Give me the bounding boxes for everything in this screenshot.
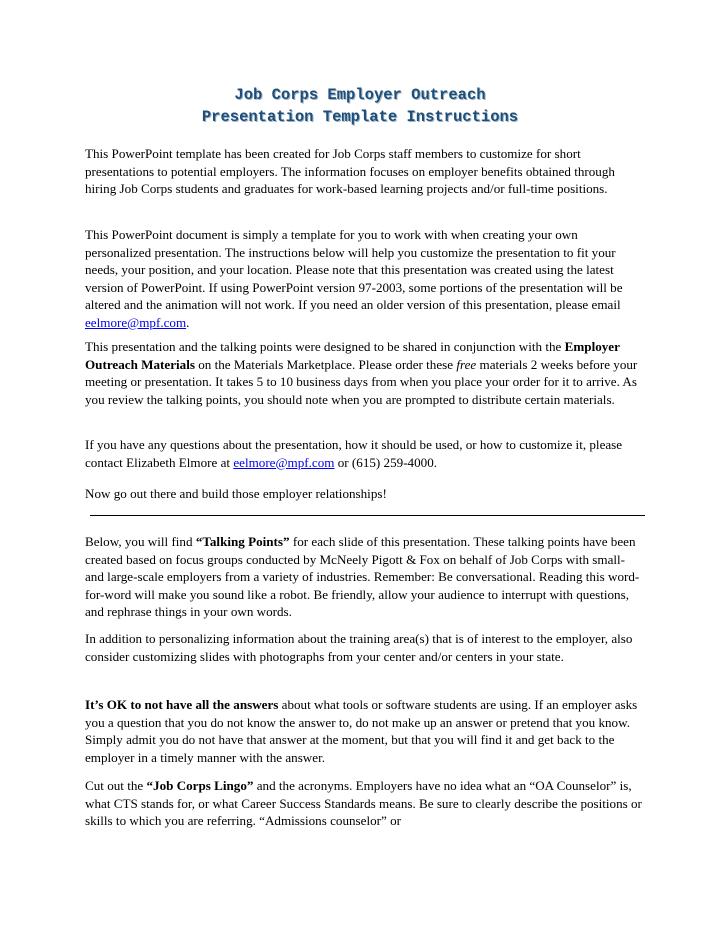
materials-text-start: This presentation and the talking points were designed to be shared in conjunction with the: [85, 339, 565, 354]
contact-paragraph: [85, 436, 645, 471]
contact-text-start: If you have any questions about the presentation, how it should be used, or how to customize it, please contact Elizabeth Elmore at: [85, 437, 623, 470]
talking-points-bold: “Talking Points”: [195, 534, 290, 549]
closing-paragraph: [85, 485, 645, 503]
answers-text: about what tools or software students are using. If an employer asks you a question that you do not know the answer to, do not make up an answer or pretend that you know. Simply admit you do not have that answer at the moment, but that you will find it and get back to the employer in a timely manner with the answer.: [85, 697, 638, 765]
materials-text-end: materials 2 weeks before your meeting or presentation. It takes 5 to 10 business days from when you place your order for it to arrive. As you review the talking points, you should note when you are prompted to distribute certain materials.: [85, 356, 638, 407]
talking-points-paragraph: [85, 533, 645, 621]
document-title: [0, 84, 720, 128]
materials-italic: free: [456, 356, 477, 372]
lingo-text-end: and the acronyms. Employers have no idea what an “OA Counselor” is, what CTS stands for, or what Career Success Standards means. Be sure to clearly describe the positions or skills to which you are referring. “Admissions counselor” or: [85, 778, 642, 829]
lingo-bold: “Job Corps Lingo”: [146, 778, 254, 793]
answers-paragraph: [85, 696, 645, 766]
email-link-1[interactable]: eelmore@mpf.com: [85, 314, 187, 330]
materials-bold: Employer Outreach Materials: [85, 339, 620, 372]
talking-points-start: Below, you will find: [85, 534, 196, 549]
closing-text: Now go out there and build those employer relationships!: [85, 486, 387, 501]
lingo-text-start: Cut out the: [85, 778, 147, 793]
email-link-2[interactable]: eelmore@mpf.com: [233, 454, 335, 470]
horizontal-divider: [90, 515, 645, 516]
lingo-paragraph: [85, 777, 645, 830]
title-line-1: Job Corps Employer Outreach: [234, 86, 486, 104]
template-text: This PowerPoint document is simply a template for you to work with when creating your own personalized presentation. The instructions below will help you customize the presentation to fit your needs, your position, and your location. Please note that this presentation was created using the latest version of PowerPoint. If using PowerPoint version 97-2003, some portions of the presentation will be altered and the animation will not work. If you need an older version of this presentation, please email: [85, 227, 623, 313]
template-paragraph: [85, 226, 645, 332]
intro-paragraph: [85, 145, 645, 198]
template-end: .: [186, 314, 190, 330]
materials-paragraph: [85, 338, 645, 408]
intro-text: This PowerPoint template has been created for Job Corps staff members to customize for short presentations to potential employers. The information focuses on employer benefits obtained through hiring Job Corps students and graduates for work-based learning projects and/or full-time positions.: [85, 146, 615, 197]
contact-text-end: or (615) 259-4000.: [334, 454, 438, 470]
materials-text-mid: on the Materials Marketplace. Please order these: [194, 356, 457, 372]
answers-bold: It’s OK to not have all the answers: [85, 697, 279, 712]
personalize-text: In addition to personalizing information about the training area(s) that is of interest to the employer, also consider customizing slides with photographs from your center and/or centers in your state.: [85, 631, 633, 664]
personalize-paragraph: [85, 630, 645, 665]
talking-points-end: for each slide of this presentation. These talking points have been created based on focus groups conducted by McNeely Pigott & Fox on behalf of Job Corps with small- and large-scale employers from a variety of industries. Remember: Be conversational. Reading this word-for-word will make you sound like a robot. Be friendly, allow your audience to interrupt with questions, and rephrase things in your own words.: [85, 534, 640, 620]
title-line-2: Presentation Template Instructions: [201, 108, 519, 126]
